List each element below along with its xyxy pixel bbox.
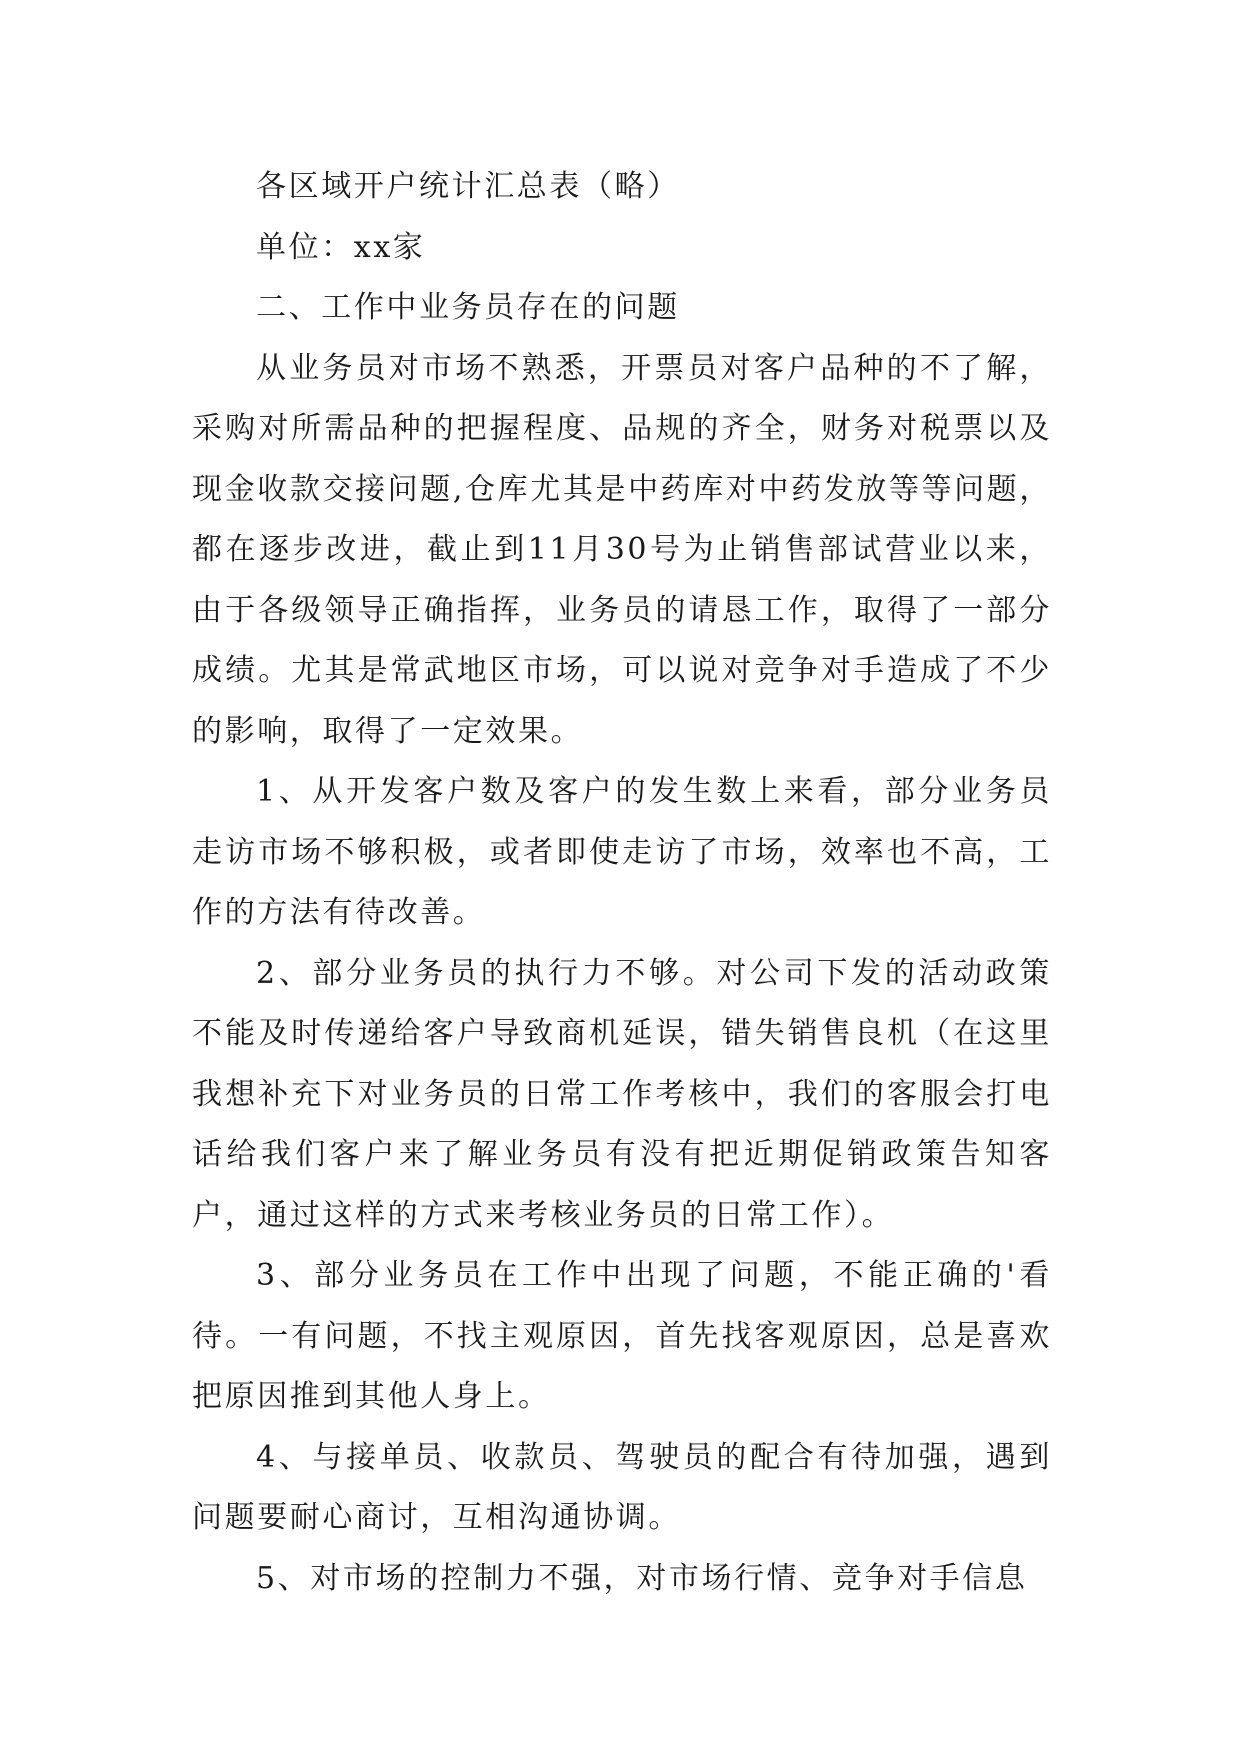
section-heading: 二、工作中业务员存在的问题: [256, 290, 680, 325]
list-item-1: 1、从开发客户数及客户的发生数上来看，部分业务员走访市场不够积极，或者即使走访了市场，效率也不高，工作的方法有待改善。: [192, 774, 1052, 930]
body-paragraph: 从业务员对市场不熟悉，开票员对客户品种的不了解，采购对所需品种的把握程度、品规的齐全，财务对税票以及现金收款交接问题,仓库尤其是中药库对中药发放等等问题，都在逐步改进，截止到11月30号为止销售部试营业以来，由于各级领导正确指挥，业务员的请恳工作，取得了一部分成绩。尤其是常武地区市场，可以说对竞争对手造成了不少的影响，取得了一定效果。: [192, 350, 1052, 749]
list-item-2: 2、部分业务员的执行力不够。对公司下发的活动政策不能及时传递给客户导致商机延误，错失销售良机（在这里我想补充下对业务员的日常工作考核中，我们的客服会打电话给我们客户来了解业务员有没有把近期促销政策告知客户，通过这样的方式来考核业务员的日常工作）。: [192, 955, 1052, 1233]
document-body: [192, 157, 1052, 1609]
list-item-3: 3、部分业务员在工作中出现了问题，不能正确的'看待。一有问题，不找主观原因，首先找客观原因，总是喜欢把原因推到其他人身上。: [192, 1258, 1052, 1414]
unit-line: 单位：xx家: [256, 229, 426, 265]
list-item-5: 5、对市场的控制力不强，对市场行情、竞争对手信息: [256, 1560, 1028, 1596]
table-caption: 各区域开户统计汇总表（略）: [256, 169, 680, 204]
list-item-4: 4、与接单员、收款员、驾驶员的配合有待加强，遇到问题要耐心商讨，互相沟通协调。: [192, 1439, 1052, 1535]
